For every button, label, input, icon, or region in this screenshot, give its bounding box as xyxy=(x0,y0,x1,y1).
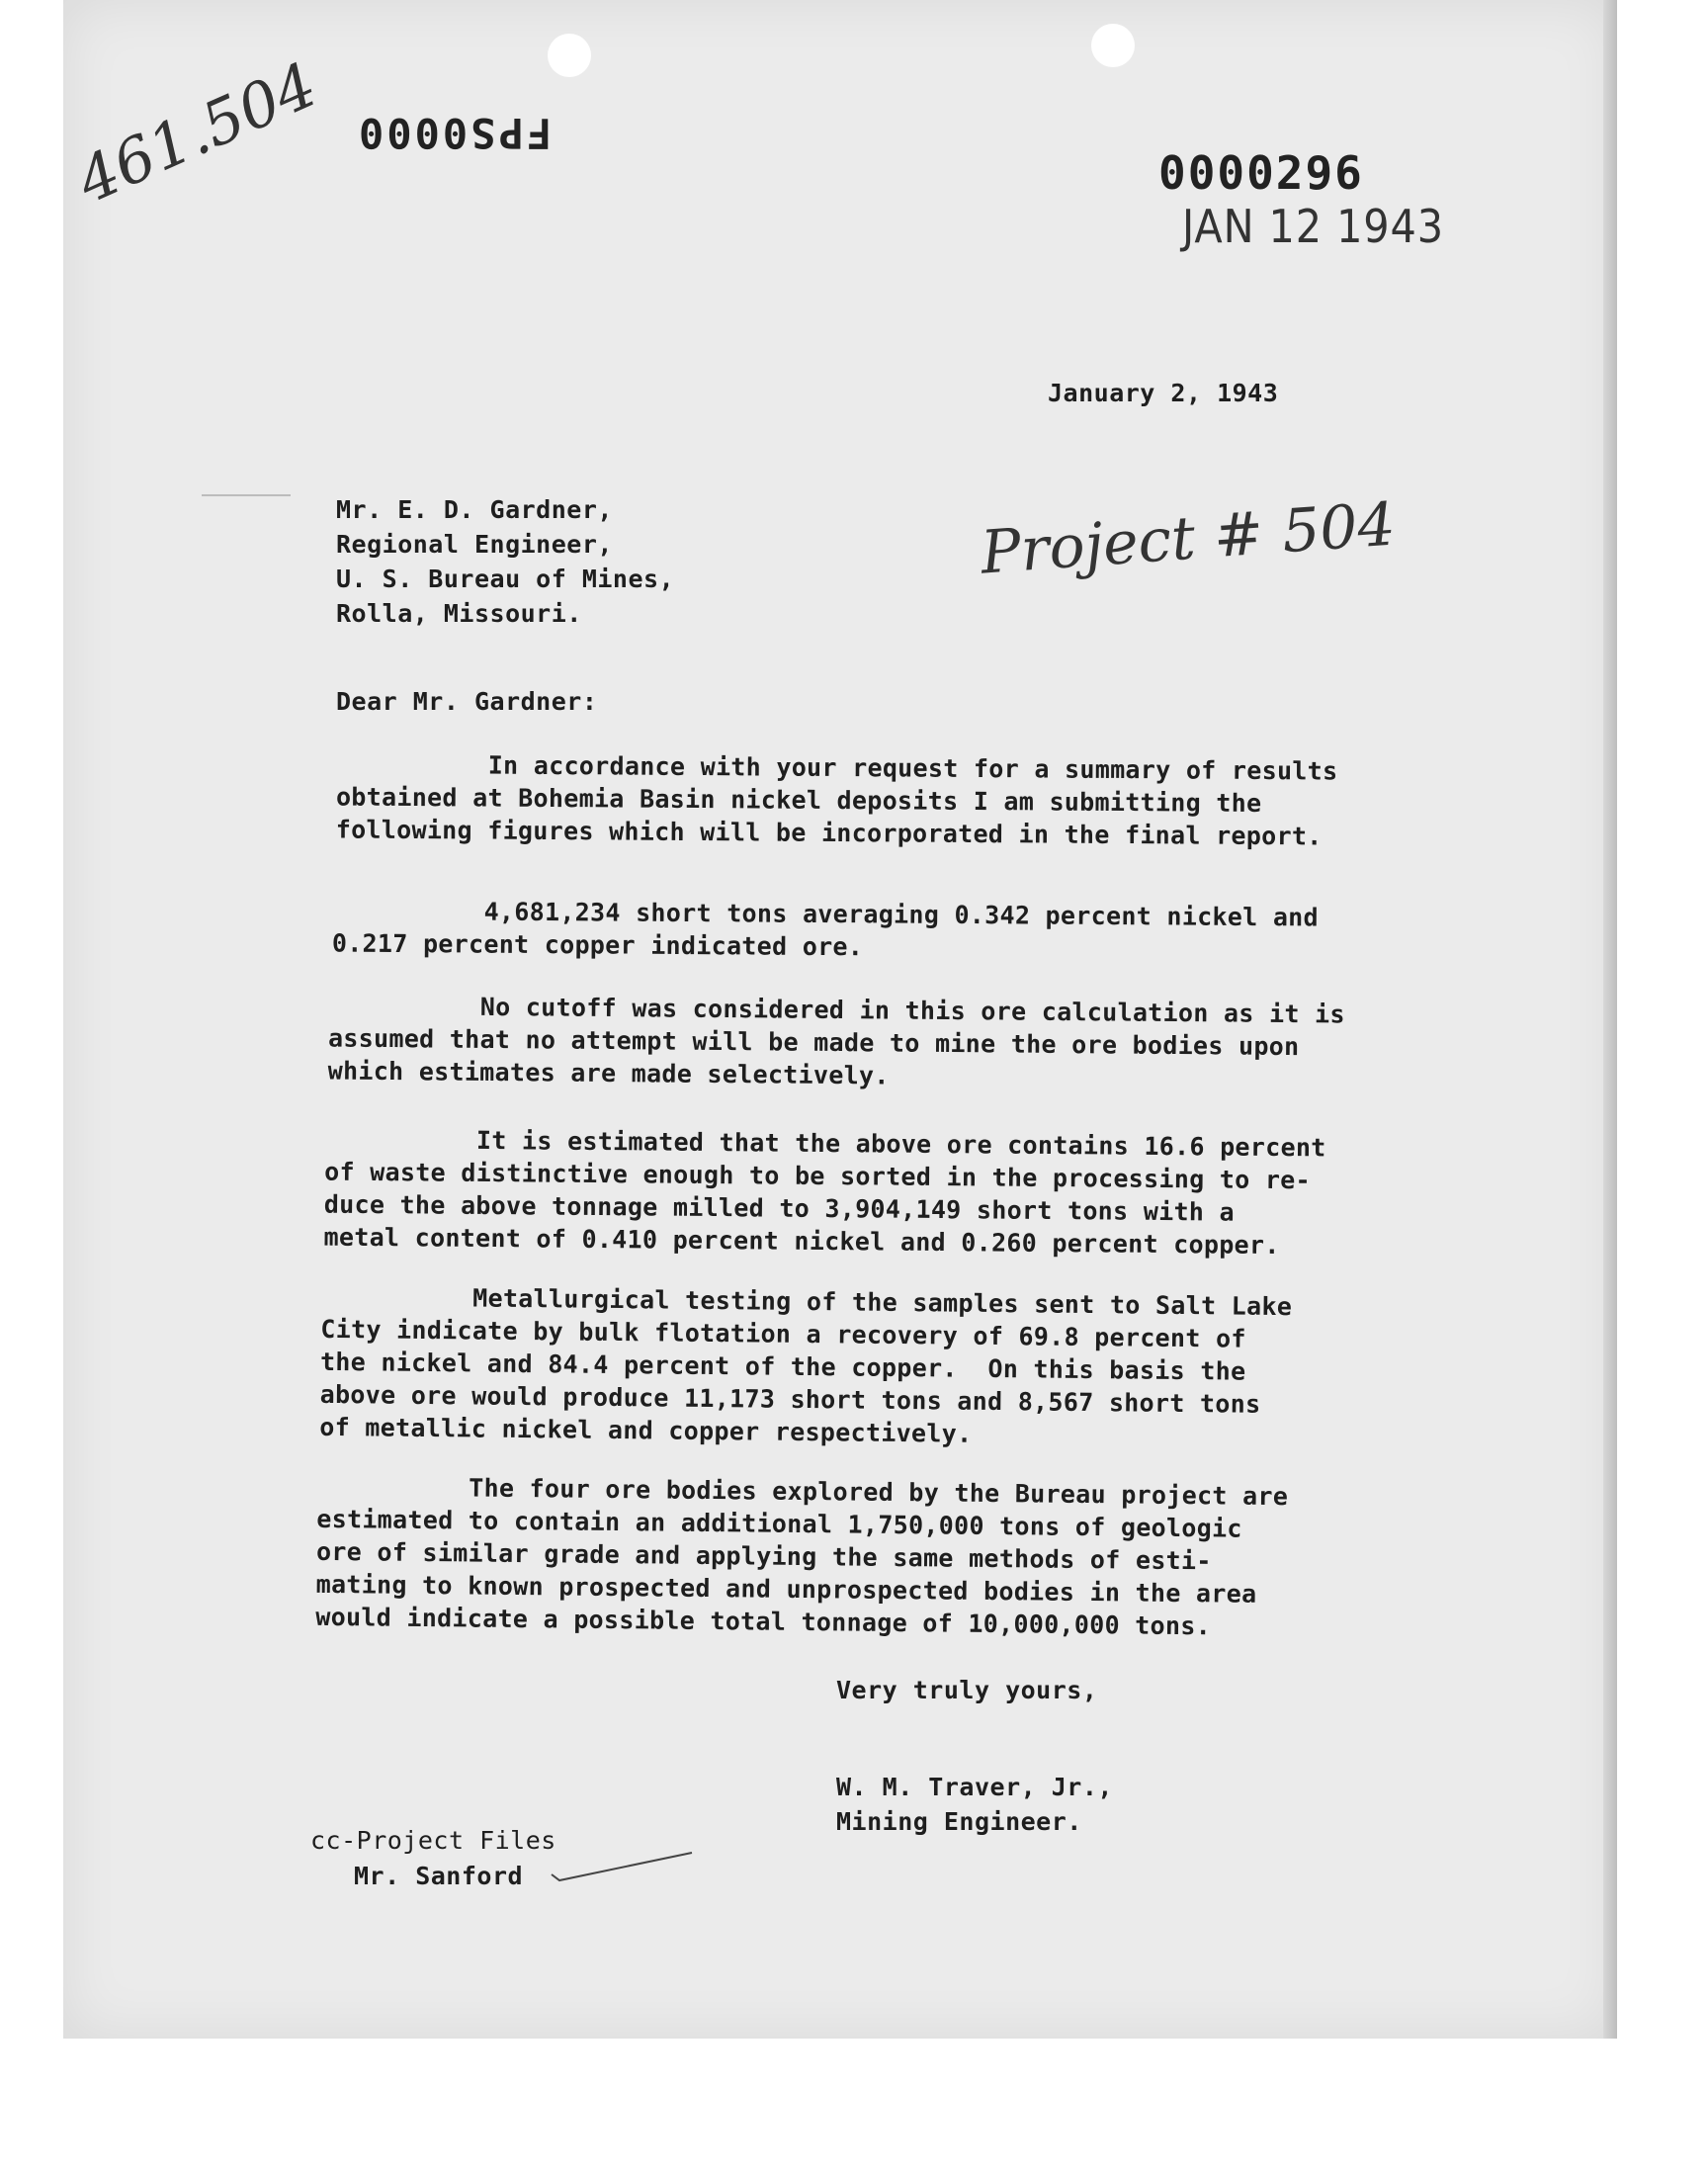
body-paragraph: No cutoff was considered in this ore calculation as it is assumed that no attempt will be made to mine the ore bodies upon which estimates are made selectively. xyxy=(327,991,1345,1090)
cc-name: Mr. Sanford xyxy=(354,1862,524,1890)
body-paragraph: In accordance with your request for a summary of results obtained at Bohemia Basin nickel deposits I am submitting the following figures which will be incorporated in the final report. xyxy=(335,749,1338,851)
body-paragraph: It is estimated that the above ore contains 16.6 percent of waste distinctive enough to be sorted in the processing to re- duce the above tonnage milled to 3,904,149 short tons with a metal content of 0.410 percent nickel and 0.260 percent copper. xyxy=(323,1124,1326,1261)
recipient-line: Mr. E. D. Gardner, xyxy=(336,495,613,524)
recipient-line: Regional Engineer, xyxy=(336,530,613,559)
cc-line: cc-Project Files xyxy=(310,1826,556,1855)
closing: Very truly yours, xyxy=(836,1676,1098,1704)
punch-hole xyxy=(548,34,591,77)
rotated-stamp-code: FPS0000 xyxy=(356,109,553,157)
signature-name: W. M. Traver, Jr., xyxy=(836,1773,1113,1801)
signature-title: Mining Engineer. xyxy=(836,1807,1082,1836)
body-paragraph: The four ore bodies explored by the Bureau project are estimated to contain an additional 1,750,000 tons of geologic ore of similar grade and applying the same methods of esti- mating to known prospected and unprospected bodies in the area would indicate a possible total tonnage of 10,000,000 tons. xyxy=(315,1471,1289,1641)
letter-page xyxy=(63,0,1617,2039)
check-mark xyxy=(548,1847,696,1886)
body-paragraph: Metallurgical testing of the samples sent to Salt Lake City indicate by bulk flotation a recovery of 69.8 percent of the nickel and 84.4 percent of the copper. On this basis the above ore would produce 11,173 short tons and 8,567 short tons of metallic nickel and copper respectively. xyxy=(319,1281,1293,1448)
handwritten-file-code: 461.504 xyxy=(66,47,328,218)
letter-date: January 2, 1943 xyxy=(1048,379,1279,407)
handwritten-project-label: Project # 504 xyxy=(979,489,1398,588)
recipient-line: Rolla, Missouri. xyxy=(336,599,582,628)
received-date-stamp: JAN 12 1943 xyxy=(1182,200,1445,253)
punch-hole xyxy=(1091,24,1135,67)
scan-mark xyxy=(202,494,291,496)
file-number-stamp: 0000296 xyxy=(1158,146,1364,200)
salutation: Dear Mr. Gardner: xyxy=(336,687,598,716)
body-paragraph: 4,681,234 short tons averaging 0.342 percent nickel and 0.217 percent copper indicated ore. xyxy=(331,896,1320,962)
recipient-line: U. S. Bureau of Mines, xyxy=(336,565,675,593)
